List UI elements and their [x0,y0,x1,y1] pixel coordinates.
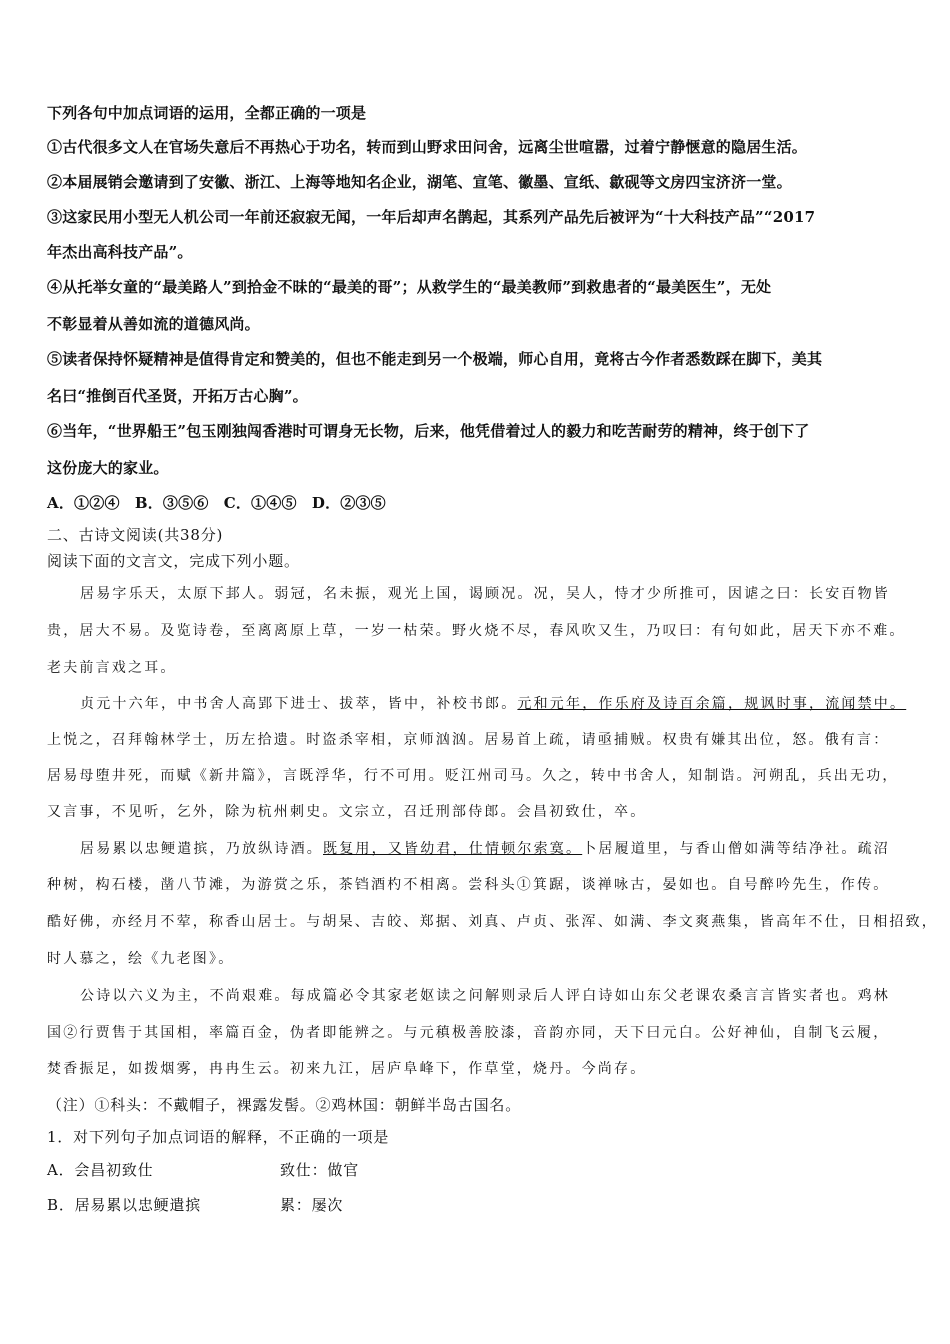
passage-p3-line3: 酷好佛，亦经月不荤，称香山居士。与胡杲、吉皎、郑据、刘真、卢贞、张浑、如满、李文爽燕集，皆高年不仕，日相招致， [47,914,938,930]
section-title: 二、古诗文阅读(共38分) [47,526,224,544]
sentence-3-cont: 年杰出高科技产品”。 [47,243,193,261]
passage-p3-line1 [80,838,890,858]
question-1-option-b [47,1194,344,1215]
passage-p3-line4: 时人慕之，绘《九老图》。 [47,951,235,967]
passage-p2-line1 [80,693,906,713]
sentence-4-cont: 不彰显着从善如流的道德风尚。 [47,315,260,333]
option-a-label: A．会昌初致仕 [47,1161,154,1179]
passage-p2-line2: 上悦之，召拜翰林学士，历左拾遗。时盗杀宰相，京师汹汹。居易首上疏，请亟捕贼。权贵有嫌其出位，怒。俄有言： [47,732,890,748]
sentence-1: ①古代很多文人在官场失意后不再热心于功名，转而到山野求田问舍，远离尘世喧嚣，过着宁静惬意的隐居生活。 [47,138,808,156]
passage-p4-line1: 公诗以六义为主，不尚艰难。每成篇必令其家老妪读之问解则录后人评白诗如山东父老课农桑言言皆实者也。鸡林 [80,988,890,1004]
footnote: （注）①科头：不戴帽子，裸露发髻。②鸡林国：朝鲜半岛古国名。 [47,1096,522,1114]
passage-p3-post: 卜居履道里，与香山僧如满等结净社。疏沼 [582,841,891,857]
underlined-sentence-1: 元和元年，作乐府及诗百余篇，规讽时事，流闻禁中。 [517,696,907,712]
sentence-6: ⑥当年，“世界船王”包玉刚独闯香港时可谓身无长物，后来，他凭借着过人的毅力和吃苦耐劳的精神，终于创下了 [47,422,810,440]
question-intro: 下列各句中加点词语的运用，全都正确的一项是 [47,104,367,122]
sentence-5: ⑤读者保持怀疑精神是值得肯定和赞美的，但也不能走到另一个极端，师心自用，竟将古今作者悉数踩在脚下，美其 [47,350,823,368]
passage-p3-pre: 居易累以忠鲠遣摈，乃放纵诗酒。 [80,841,323,857]
passage-p1-line3: 老夫前言戏之耳。 [47,660,177,676]
question-1-stem: 1．对下列句子加点词语的解释，不正确的一项是 [47,1128,390,1146]
passage-p2-line4: 又言事，不见听，乞外，除为杭州刺史。文宗立，召迁刑部侍郎。会昌初致仕，卒。 [47,804,647,820]
passage-p4-line2: 国②行贾售于其国相，率篇百金，伪者即能辨之。与元稹极善胶漆，音韵亦同，天下曰元白。公好神仙，自制飞云履， [47,1025,890,1041]
passage-p3-line2: 种树，构石楼，凿八节滩，为游赏之乐，茶铛酒杓不相离。尝科头①箕踞，谈禅咏古，晏如也。自号醉吟先生，作传。 [47,877,890,893]
sentence-2: ②本届展销会邀请到了安徽、浙江、上海等地知名企业，湖笔、宣笔、徽墨、宣纸、歙砚等文房四宝济济一堂。 [47,173,792,191]
instruction: 阅读下面的文言文，完成下列小题。 [47,552,300,570]
answer-choices: A．①②④ B．③⑤⑥ C．①④⑤ D．②③⑤ [47,494,386,512]
option-b-label: B．居易累以忠鲠遣摈 [47,1196,202,1214]
passage-p1-line1: 居易字乐天，太原下邽人。弱冠，名未振，观光上国，谒顾况。况，吴人，恃才少所推可，因谑之曰：长安百物皆 [80,586,890,602]
underlined-sentence-2: 既复用，又皆幼君，仕情顿尔索寞。 [323,841,583,857]
passage-p2-pre: 贞元十六年，中书舍人高郢下进士、拔萃，皆中，补校书郎。 [80,696,518,712]
sentence-4: ④从托举女童的“最美路人”到拾金不昧的“最美的哥”；从救学生的“最美教师”到救患者的“最美医生”，无处 [47,278,772,296]
sentence-5-cont: 名曰“推倒百代圣贤，开拓万古心胸”。 [47,387,308,405]
option-a-gloss: 致仕：做官 [280,1161,360,1179]
option-b-gloss: 累：屡次 [280,1196,344,1214]
sentence-3: ③这家民用小型无人机公司一年前还寂寂无闻，一年后却声名鹊起，其系列产品先后被评为“十大科技产品”“2017 [47,208,816,226]
passage-p2-line3: 居易母堕井死，而赋《新井篇》，言既浮华，行不可用。贬江州司马。久之，转中书舍人，知制诰。河朔乱，兵出无功， [47,768,899,784]
question-1-option-a [47,1159,360,1180]
passage-p4-line3: 焚香振足，如拨烟雾，冉冉生云。初来九江，居庐阜峰下，作草堂，烧丹。今尚存。 [47,1061,647,1077]
passage-p1-line2: 贵，居大不易。及览诗卷，至离离原上草，一岁一枯荣。野火烧不尽，春风吹又生，乃叹曰：有句如此，居天下亦不难。 [47,623,906,639]
sentence-6-cont: 这份庞大的家业。 [47,459,169,477]
